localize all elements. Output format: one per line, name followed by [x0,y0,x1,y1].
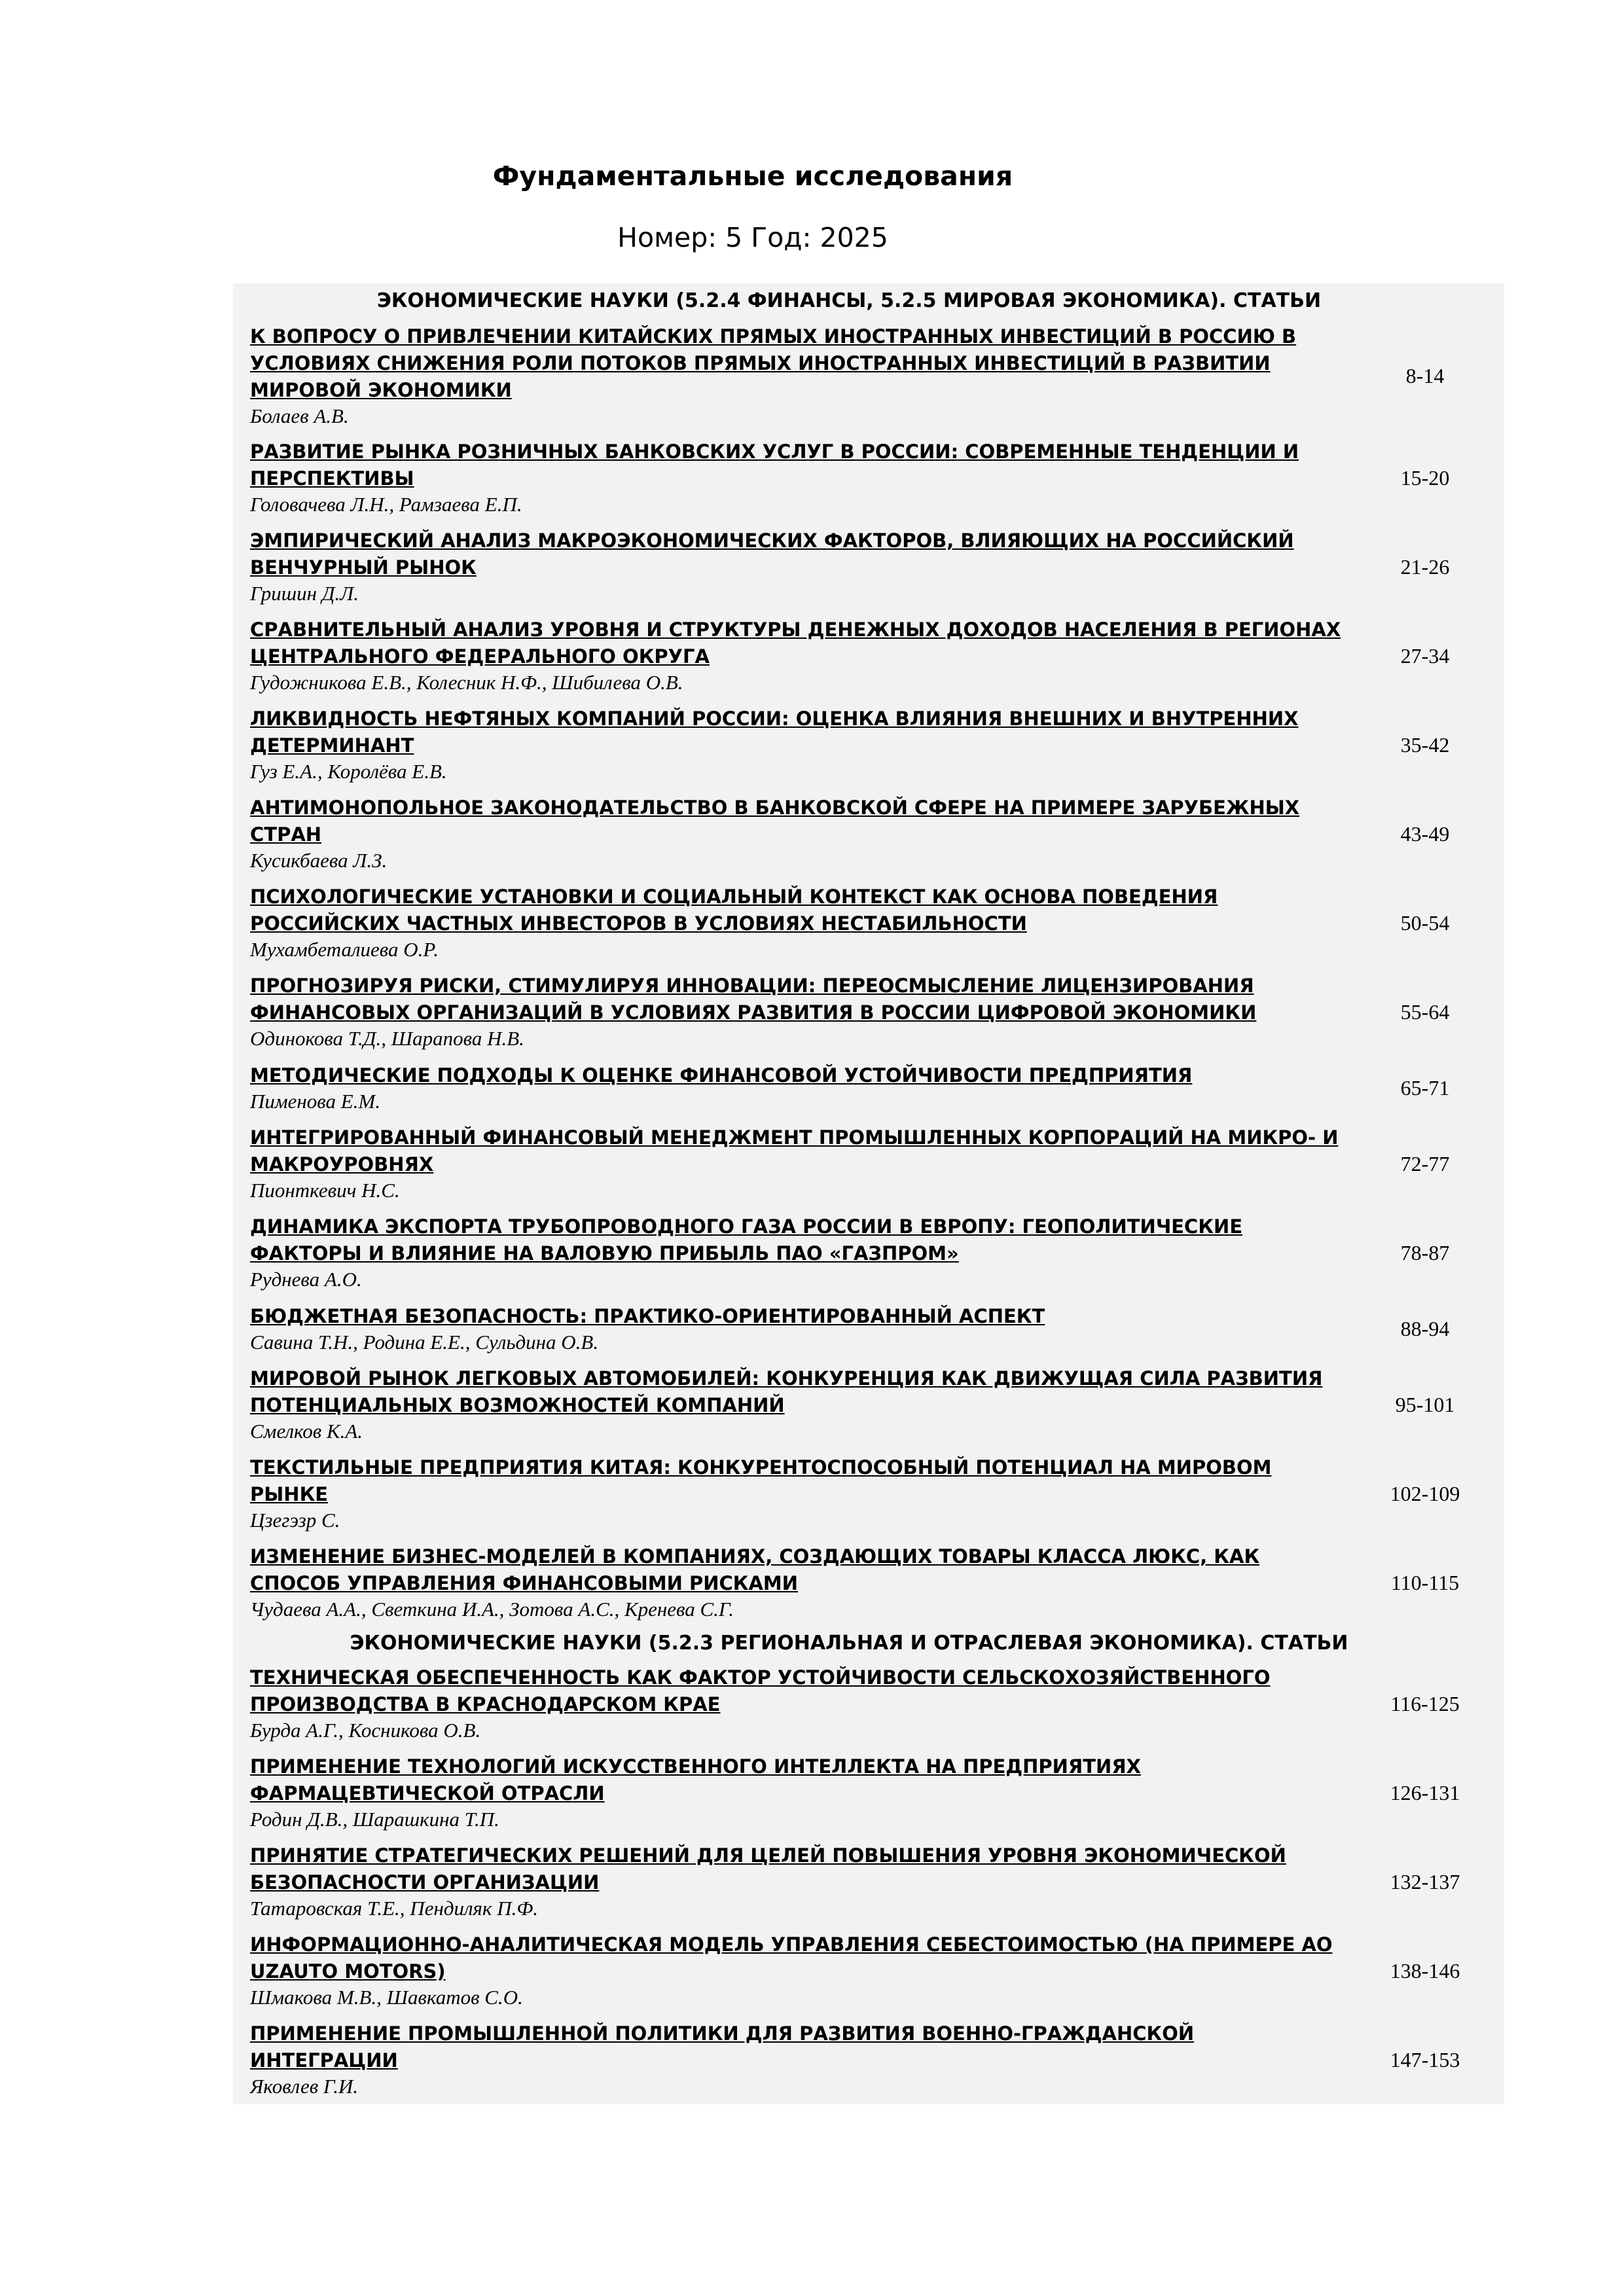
article-row [233,1659,1504,1748]
article-title-link[interactable]: ПРИМЕНЕНИЕ ТЕХНОЛОГИЙ ИСКУССТВЕННОГО ИНТЕЛЛЕКТА НА ПРЕДПРИЯТИЯХ ФАРМАЦЕВТИЧЕСКОЙ ОТРАСЛИ [250,1755,1142,1804]
article-authors: Бурда А.Г., Косникова О.В. [250,1719,481,1742]
article-pages: 21-26 [1400,554,1450,579]
article-authors: Головачева Л.Н., Рамзаева Е.П. [250,493,522,516]
article-title-link[interactable]: БЮДЖЕТНАЯ БЕЗОПАСНОСТЬ: ПРАКТИКО-ОРИЕНТИРОВАННЫЙ АСПЕКТ [250,1304,1045,1327]
article-row [233,1208,1504,1297]
article-row [233,700,1504,789]
toc-section-regional [233,1627,1504,2104]
article-pages: 55-64 [1400,999,1450,1024]
article-authors: Цзегэзр С. [250,1509,340,1532]
article-title-link[interactable]: ИНТЕГРИРОВАННЫЙ ФИНАНСОВЫЙ МЕНЕДЖМЕНТ ПРОМЫШЛЕННЫХ КОРПОРАЦИЙ НА МИКРО- И МАКРОУРОВНЯХ [250,1126,1339,1175]
article-row [233,522,1504,611]
article-title-link[interactable]: ЭМПИРИЧЕСКИЙ АНАЛИЗ МАКРОЭКОНОМИЧЕСКИХ ФАКТОРОВ, ВЛИЯЮЩИХ НА РОССИЙСКИЙ ВЕНЧУРНЫЙ РЫНОК [250,529,1294,579]
article-title-link[interactable]: ИЗМЕНЕНИЕ БИЗНЕС-МОДЕЛЕЙ В КОМПАНИЯХ, СОЗДАЮЩИХ ТОВАРЫ КЛАССА ЛЮКС, КАК СПОСОБ УПРАВЛЕНИЯ ФИНАНСОВЫМИ РИСКАМИ [250,1545,1260,1594]
article-authors: Гуз Е.А., Королёва Е.В. [250,760,447,783]
issue-info: Номер: 5 Год: 2025 [617,222,888,253]
article-title-link[interactable]: СРАВНИТЕЛЬНЫЙ АНАЛИЗ УРОВНЯ И СТРУКТУРЫ ДЕНЕЖНЫХ ДОХОДОВ НАСЕЛЕНИЯ В РЕГИОНАХ ЦЕНТРАЛЬНОГО ФЕДЕРАЛЬНОГО ОКРУГА [250,619,1341,668]
article-authors: Шмакова М.В., Шавкатов С.О. [250,1986,523,2009]
article-row [233,1449,1504,1538]
article-authors: Яковлев Г.И. [250,2075,359,2098]
article-pages: 72-77 [1400,1151,1450,1175]
article-pages: 116-125 [1390,1691,1460,1715]
article-authors: Одинокова Т.Д., Шарапова Н.В. [250,1027,524,1050]
article-row [233,1360,1504,1449]
article-row [233,2015,1504,2104]
article-authors: Пименова Е.М. [250,1089,381,1113]
article-pages: 65-71 [1400,1075,1450,1100]
article-title-link[interactable]: ПРИНЯТИЕ СТРАТЕГИЧЕСКИХ РЕШЕНИЙ ДЛЯ ЦЕЛЕЙ ПОВЫШЕНИЯ УРОВНЯ ЭКОНОМИЧЕСКОЙ БЕЗОПАСНОСТИ ОРГАНИЗАЦИИ [250,1844,1286,1893]
article-authors: Болаев А.В. [250,404,349,427]
article-pages: 27-34 [1400,643,1450,668]
article-title-link[interactable]: МИРОВОЙ РЫНОК ЛЕГКОВЫХ АВТОМОБИЛЕЙ: КОНКУРЕНЦИЯ КАК ДВИЖУЩАЯ СИЛА РАЗВИТИЯ ПОТЕНЦИАЛЬНЫХ ВОЗМОЖНОСТЕЙ КОМПАНИЙ [250,1367,1323,1416]
article-row [233,1926,1504,2015]
article-authors: Чудаева А.А., Светкина И.А., Зотова А.С., Кренева С.Г. [250,1598,734,1621]
article-pages: 78-87 [1400,1240,1450,1265]
article-row [233,433,1504,522]
article-pages: 88-94 [1400,1316,1450,1340]
article-title-link[interactable]: ИНФОРМАЦИОННО-АНАЛИТИЧЕСКАЯ МОДЕЛЬ УПРАВЛЕНИЯ СЕБЕСТОИМОСТЬЮ (НА ПРИМЕРЕ АО UZAUTO MOTORS) [250,1933,1333,1982]
article-row [233,789,1504,878]
article-authors: Руднева А.О. [250,1268,362,1291]
article-pages: 15-20 [1400,465,1450,490]
article-title-link[interactable]: ЛИКВИДНОСТЬ НЕФТЯНЫХ КОМПАНИЙ РОССИИ: ОЦЕНКА ВЛИЯНИЯ ВНЕШНИХ И ВНУТРЕННИХ ДЕТЕРМИНАНТ [250,708,1299,757]
article-title-link[interactable]: РАЗВИТИЕ РЫНКА РОЗНИЧНЫХ БАНКОВСКИХ УСЛУГ В РОССИИ: СОВРЕМЕННЫЕ ТЕНДЕНЦИИ И ПЕРСПЕКТИВЫ [250,440,1299,490]
article-title-link[interactable]: ПРИМЕНЕНИЕ ПРОМЫШЛЕННОЙ ПОЛИТИКИ ДЛЯ РАЗВИТИЯ ВОЕННО-ГРАЖДАНСКОЙ ИНТЕГРАЦИИ [250,2022,1195,2072]
article-pages: 138-146 [1390,1958,1460,1982]
article-pages: 132-137 [1390,1869,1460,1893]
article-title-link[interactable]: АНТИМОНОПОЛЬНОЕ ЗАКОНОДАТЕЛЬСТВО В БАНКОВСКОЙ СФЕРЕ НА ПРИМЕРЕ ЗАРУБЕЖНЫХ СТРАН [250,797,1300,846]
article-row [233,611,1504,700]
article-pages: 147-153 [1390,2047,1460,2072]
article-row [233,1538,1504,1627]
article-title-link[interactable]: К ВОПРОСУ О ПРИВЛЕЧЕНИИ КИТАЙСКИХ ПРЯМЫХ ИНОСТРАННЫХ ИНВЕСТИЦИЙ В РОССИЮ В УСЛОВИЯХ СНИЖЕНИЯ РОЛИ ПОТОКОВ ПРЯМЫХ ИНОСТРАННЫХ ИНВЕСТИЦИЙ В РАЗВИТИИ МИРОВОЙ ЭКОНОМИКИ [250,325,1297,401]
article-title-link[interactable]: ТЕКСТИЛЬНЫЕ ПРЕДПРИЯТИЯ КИТАЯ: КОНКУРЕНТОСПОСОБНЫЙ ПОТЕНЦИАЛ НА МИРОВОМ РЫНКЕ [250,1456,1272,1505]
section-heading: ЭКОНОМИЧЕСКИЕ НАУКИ (5.2.3 РЕГИОНАЛЬНАЯ И ОТРАСЛЕВАЯ ЭКОНОМИКА). СТАТЬИ [350,1632,1348,1655]
article-authors: Родин Д.В., Шарашкина Т.П. [250,1808,499,1831]
article-row [233,1748,1504,1837]
journal-title: Фундаментальные исследования [492,160,1013,192]
article-title-link[interactable]: ТЕХНИЧЕСКАЯ ОБЕСПЕЧЕННОСТЬ КАК ФАКТОР УСТОЙЧИВОСТИ СЕЛЬСКОХОЗЯЙСТВЕННОГО ПРОИЗВОДСТВА В КРАСНОДАРСКОМ КРАЕ [250,1666,1271,1715]
article-authors: Татаровская Т.Е., Пендиляк П.Ф. [250,1897,539,1920]
table-of-contents [233,283,1504,2104]
article-pages: 50-54 [1400,910,1450,935]
article-title-link[interactable]: МЕТОДИЧЕСКИЕ ПОДХОДЫ К ОЦЕНКЕ ФИНАНСОВОЙ УСТОЙЧИВОСТИ ПРЕДПРИЯТИЯ [250,1064,1193,1086]
article-title-link[interactable]: ДИНАМИКА ЭКСПОРТА ТРУБОПРОВОДНОГО ГАЗА РОССИИ В ЕВРОПУ: ГЕОПОЛИТИЧЕСКИЕ ФАКТОРЫ И ВЛИЯНИЕ НА ВАЛОВУЮ ПРИБЫЛЬ ПАО «ГАЗПРОМ» [250,1215,1243,1265]
article-pages: 43-49 [1400,821,1450,846]
toc-section-finance [233,283,1504,1627]
article-authors: Гудожникова Е.В., Колесник Н.Ф., Шибилева О.В. [250,671,683,694]
article-pages: 8-14 [1405,364,1445,387]
article-pages: 95-101 [1395,1392,1455,1416]
article-row [233,319,1504,433]
article-row [233,1119,1504,1208]
article-pages: 35-42 [1400,732,1450,757]
article-row [233,967,1504,1056]
article-pages: 110-115 [1390,1570,1460,1594]
article-authors: Пионткевич Н.С. [250,1179,400,1202]
article-title-link[interactable]: ПРОГНОЗИРУЯ РИСКИ, СТИМУЛИРУЯ ИННОВАЦИИ: ПЕРЕОСМЫСЛЕНИЕ ЛИЦЕНЗИРОВАНИЯ ФИНАНСОВЫХ ОРГАНИЗАЦИЙ В УСЛОВИЯХ РАЗВИТИЯ В РОССИИ ЦИФРОВОЙ ЭКОНОМИКИ [250,975,1257,1024]
article-pages: 102-109 [1390,1481,1460,1505]
article-authors: Смелков К.А. [250,1420,363,1443]
article-row [233,878,1504,967]
section-heading: ЭКОНОМИЧЕСКИЕ НАУКИ (5.2.4 ФИНАНСЫ, 5.2.5 МИРОВАЯ ЭКОНОМИКА). СТАТЬИ [376,289,1322,312]
article-authors: Мухамбеталиева О.Р. [250,938,439,961]
article-row [233,1056,1504,1119]
article-authors: Кусикбаева Л.З. [250,849,388,872]
article-pages: 126-131 [1390,1780,1460,1804]
article-row [233,1837,1504,1926]
article-authors: Савина Т.Н., Родина Е.Е., Сульдина О.В. [250,1330,599,1354]
article-row [233,1297,1504,1360]
article-title-link[interactable]: ПСИХОЛОГИЧЕСКИЕ УСТАНОВКИ И СОЦИАЛЬНЫЙ КОНТЕКСТ КАК ОСНОВА ПОВЕДЕНИЯ РОССИЙСКИХ ЧАСТНЫХ ИНВЕСТОРОВ В УСЛОВИЯХ НЕСТАБИЛЬНОСТИ [250,886,1218,935]
article-authors: Гришин Д.Л. [250,582,359,605]
